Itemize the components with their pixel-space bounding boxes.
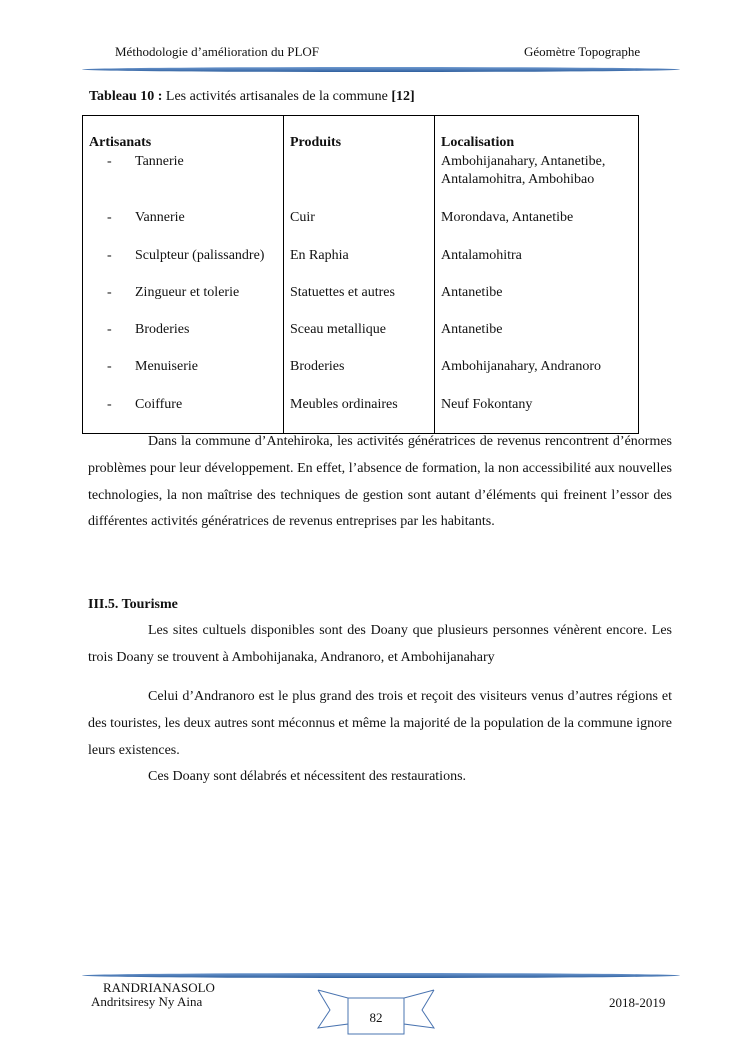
cell-text: Neuf Fokontany — [441, 396, 533, 412]
footer-divider — [82, 973, 680, 978]
table-cell — [284, 247, 435, 284]
cell-text: Ambohijanahary, Andranoro — [441, 359, 602, 375]
column-header: Produits — [284, 116, 435, 154]
table-cell — [83, 396, 284, 434]
table-cell — [83, 247, 284, 284]
cell-text: Ambohijanahary, Antanetibe, Antalamohitra, Ambohibao — [441, 154, 606, 187]
section-heading: III.5. Tourisme — [88, 597, 178, 612]
page-number: 82 — [369, 1010, 383, 1025]
footer-year: 2018-2019 — [609, 995, 666, 1010]
table-cell — [435, 153, 639, 209]
cell-text: Sceau metallique — [290, 322, 387, 338]
author-name: Andritsiresy Ny Aina — [91, 994, 203, 1009]
table-cell — [435, 209, 639, 246]
table-row — [83, 284, 639, 321]
caption-ref: [12] — [391, 89, 415, 104]
bullet-dash: - — [107, 396, 112, 412]
table-row — [83, 153, 639, 209]
table-cell — [435, 321, 639, 358]
column-header: Localisation — [435, 116, 639, 154]
cell-text: Meubles ordinaires — [290, 396, 398, 412]
cell-text: Coiffure — [135, 396, 183, 412]
table-row — [83, 209, 639, 246]
table-cell — [83, 209, 284, 246]
artisan-table — [82, 115, 639, 434]
cell-text: Antalamohitra — [441, 247, 522, 263]
footer-author — [91, 980, 215, 1009]
header-subtitle: Géomètre Topographe — [524, 44, 641, 59]
table-cell — [284, 209, 435, 246]
cell-text: Sculpteur (palissandre) — [135, 247, 265, 263]
table-row — [83, 247, 639, 284]
table-cell — [435, 284, 639, 321]
cell-text: Morondava, Antanetibe — [441, 210, 574, 226]
paragraph-activities: Dans la commune d’Antehiroka, les activités génératrices de revenus rencontrent d’énormes problèmes pour leur développement. En effet, l’absence de formation, la non accessibilité aux nouvelles technologies, la non maîtrise des techniques de gestion sont autant d’éléments qui freinent l’essor des différentes activités génératrices de revenus entreprises par les habitants. — [88, 434, 672, 530]
cell-text: Antanetibe — [441, 284, 503, 300]
table-cell — [435, 247, 639, 284]
cell-text: En Raphia — [290, 247, 349, 263]
table-cell — [284, 153, 435, 209]
caption-label: Tableau 10 : — [89, 89, 163, 104]
cell-text: Broderies — [290, 359, 345, 375]
paragraph-andranoro: Celui d’Andranoro est le plus grand des trois et reçoit des visiteurs venus d’autres régions et des touristes, les deux autres sont méconnus et même la majorité de la population de la commune ignore leurs existences. — [88, 689, 672, 758]
table-cell — [284, 396, 435, 434]
table-cell — [83, 284, 284, 321]
table-cell — [284, 358, 435, 395]
table-cell — [435, 358, 639, 395]
table-row — [83, 321, 639, 358]
bullet-dash: - — [107, 247, 112, 263]
cell-text: Tannerie — [135, 154, 184, 169]
table-cell — [284, 321, 435, 358]
table-caption — [89, 89, 415, 105]
table-cell — [435, 396, 639, 434]
cell-text: Antanetibe — [441, 322, 503, 338]
cell-text: Broderies — [135, 322, 190, 338]
table-row — [83, 358, 639, 395]
table-cell — [83, 153, 284, 209]
table-row — [83, 396, 639, 434]
bullet-dash: - — [107, 359, 112, 375]
header-divider — [82, 67, 680, 72]
paragraph-sites: Les sites cultuels disponibles sont des Doany que plusieurs personnes vénèrent encore. Les trois Doany se trouvent à Ambohijanaka, Andranoro, et Ambohijanahary — [88, 623, 672, 665]
cell-text: Cuir — [290, 210, 315, 226]
bullet-dash: - — [107, 284, 112, 300]
cell-text: Menuiserie — [135, 359, 198, 375]
table-cell — [83, 321, 284, 358]
header-title: Méthodologie d’amélioration du PLOF — [115, 44, 320, 59]
cell-text: Zingueur et tolerie — [135, 284, 240, 300]
column-header: Artisanats — [83, 116, 284, 154]
cell-text: Vannerie — [135, 210, 185, 226]
bullet-dash: - — [107, 210, 112, 226]
table-cell — [284, 284, 435, 321]
bullet-dash: - — [107, 154, 112, 169]
caption-text: Les activités artisanales de la commune — [162, 89, 392, 104]
paragraph-restoration: Ces Doany sont délabrés et nécessitent des restaurations. — [148, 769, 467, 784]
author-surname: RANDRIANASOLO — [103, 980, 215, 995]
table-cell — [83, 358, 284, 395]
cell-text: Statuettes et autres — [290, 284, 395, 300]
bullet-dash: - — [107, 322, 112, 338]
